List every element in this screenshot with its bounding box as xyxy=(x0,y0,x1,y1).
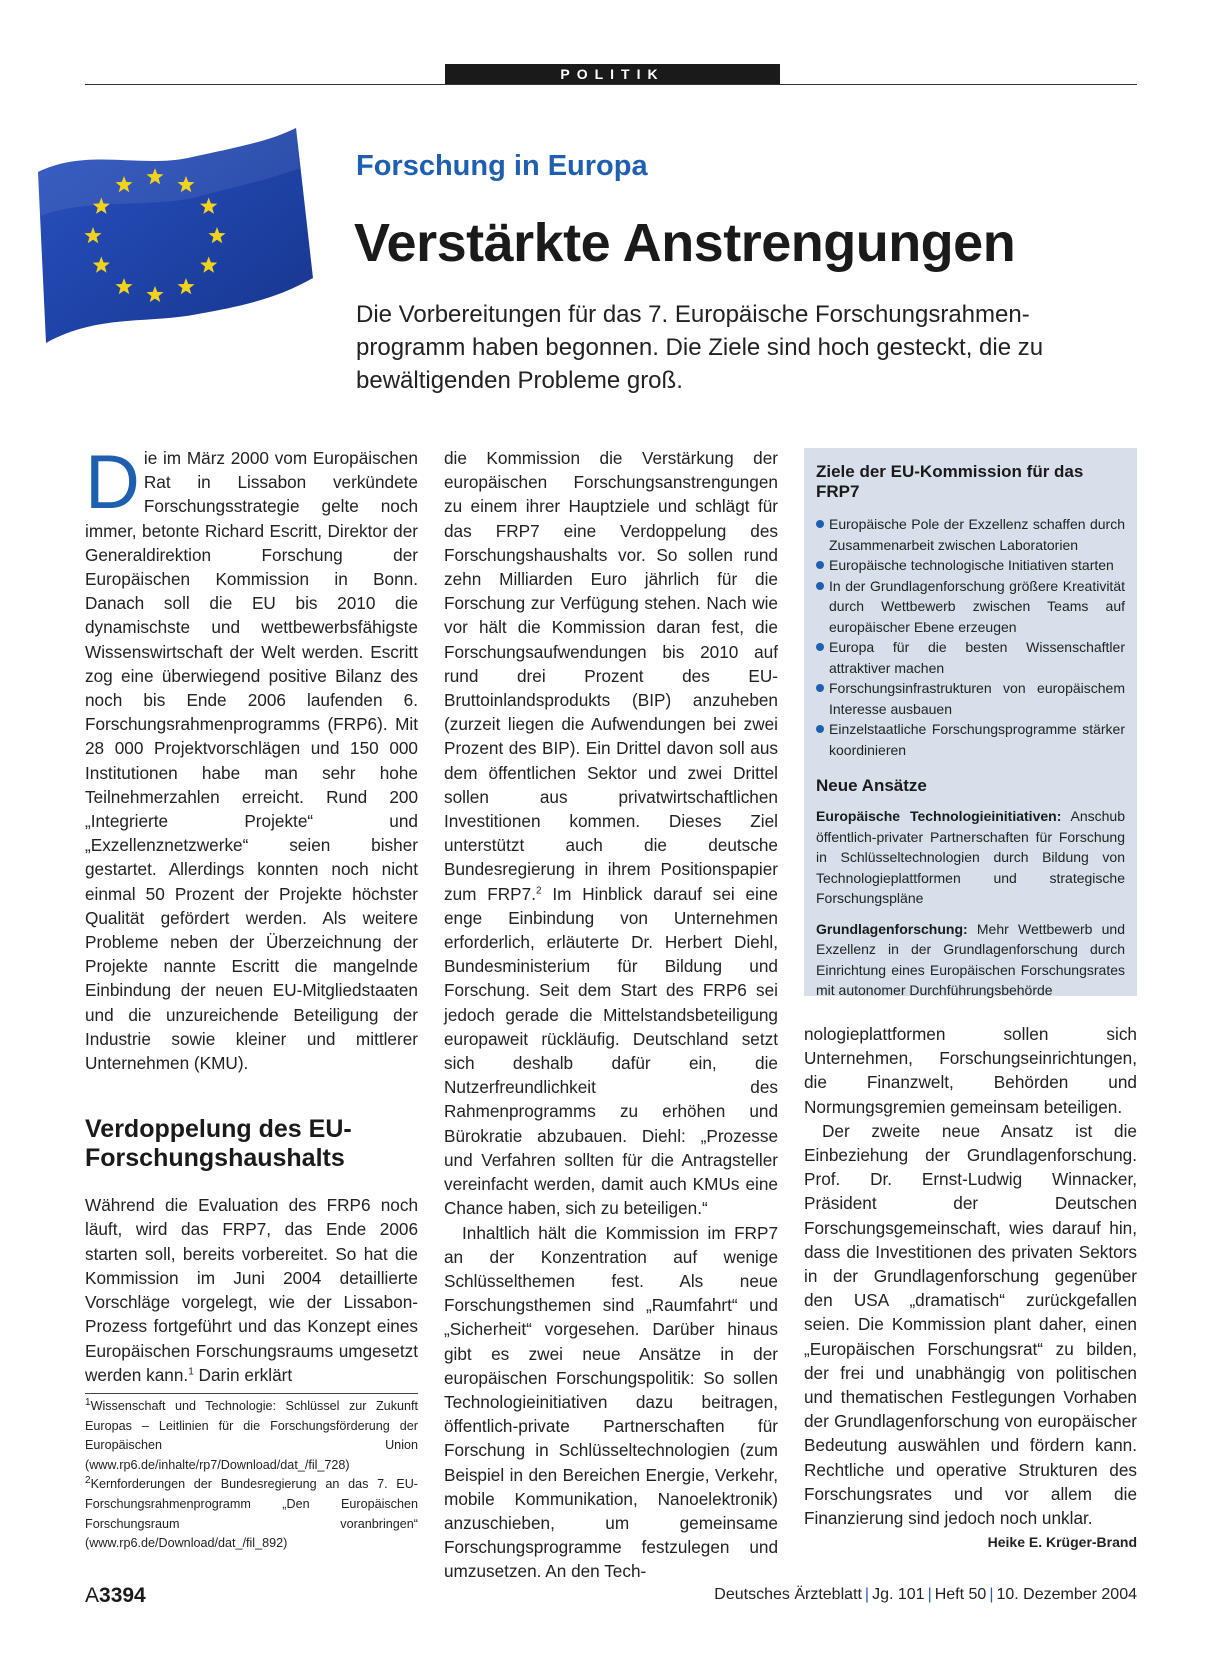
bullet-icon xyxy=(816,582,824,590)
paragraph: Inhaltlich hält die Kommission im FRP7 an der Konzentration auf wenige Schlüsselthemen fest. Als neue Forschungsthemen sind „Raumfahrt“ und „Sicherheit“ vorgesehen. Darüber hinaus gibt es zwei neue Ansätze in der europäischen Forschungspolitik: So sollen Technologieinitiativen dazu beitragen, öffentlich-private Partnerschaften für Forschung in Schlüsseltechnologien (zum Beispiel in den Bereichen Energie, Verkehr, mobile Kommunikation, Nanoelektronik) anzuschieben, um gemeinsame Forschungsprogramme festzulegen und umzusetzen. An den Tech- xyxy=(444,1222,778,1582)
article-column-1 xyxy=(85,440,418,1387)
paragraph: die Kommission die Verstärkung der europäischen Forschungsanstrengungen zu einem ihrer Hauptziele und schlägt für das FRP7 eine Verdoppelung des Forschungshaushalts vor. So sollen rund zehn Milliarden Euro jährlich für die Forschung zur Verfügung stehen. Nach wie vor hält die Kommission daran fest, die Forschungsaufwendungen bis 2010 auf rund drei Prozent des EU-Bruttoinlandsprodukts (BIP) anzuheben (zurzeit liegen die Aufwendungen bei zwei Prozent des BIP). Ein Drittel davon soll aus dem öffentlichen Sektor und zwei Drittel sollen aus privatwirtschaftlichen Investitionen kommen. Dieses Ziel unterstützt auch die deutsche Bundesregierung in ihrem Positionspapier zum FRP7.$^2$ Im Hinblick darauf sei eine enge Einbindung von Unternehmen erforderlich, erläuterte Dr. Herbert Diehl, Bundesministerium für Bildung und Forschung. Seit dem Start des FRP6 sei jedoch gerade die Mittelstandsbeteiligung europaweit rückläufig. Deutschland setzt sich deshalb dafür ein, die Nutzerfreundlichkeit des Rahmenprogramms zu erhöhen und Bürokratie abzubauen. Diehl: „Prozesse und Verfahren sollten für die Antragsteller vereinfacht werden, damit auch KMUs eine Chance haben, sich zu beteiligen.“ xyxy=(444,448,778,1219)
footnotes xyxy=(85,1397,418,1554)
bullet-icon xyxy=(816,520,824,528)
dropcap: D xyxy=(85,440,140,525)
eu-flag-icon xyxy=(28,128,318,360)
list-item: Europäische technologische Initiativen starten xyxy=(816,555,1125,576)
paragraph-intro: Die im März 2000 vom Europäischen Rat in Lissabon verkündete Forschungsstrategie gelte noch immer, betonte Richard Escritt, Direktor der Generaldirektion Forschung der Europäischen Kommission in Bonn. Danach soll die EU bis 2010 die dynamischste und wettbewerbsfähigste Wissenswirtschaft der Welt werden. Escritt zog eine überwiegend positive Bilanz des noch bis Ende 2006 laufenden 6. Forschungsrahmenprogramms (FRP6). Mit 28 000 Projektvorschlägen und 150 000 Institutionen habe man sehr hohe Teilnehmerzahlen erreicht. Rund 200 „Integrierte Projekte“ und „Exzellenznetzwerke“ seien bisher gestartet. Allerdings konnten noch nicht einmal 50 Prozent der Projekte höchster Qualität gefördert werden. Als weitere Probleme neben der Überzeichnung der Projekte nannte Escritt die mangelnde Einbindung der neuen EU-Mitgliedstaaten und die unzureichende Beteiligung der Industrie sowie kleiner und mittlerer Unternehmen (KMU). xyxy=(85,440,418,1074)
bullet-icon xyxy=(816,561,824,569)
goals-list xyxy=(816,514,1125,760)
list-item: Forschungsinfrastrukturen von europäischem Interesse ausbauen xyxy=(816,678,1125,719)
info-box xyxy=(804,448,1137,996)
author-byline: Heike E. Krüger-Brand xyxy=(987,1534,1137,1551)
info-box-paragraph: Grundlagenforschung: Mehr Wettbewerb und Exzellenz in der Grundlagenforschung durch Einrichtung eines Europäischen Forschungsrates mit autonomer Durchführungsbehörde xyxy=(816,920,1125,998)
article-kicker: Forschung in Europa xyxy=(356,150,648,182)
article-column-3 xyxy=(804,1022,1137,1554)
footnote-rule xyxy=(85,1393,418,1394)
section-label: POLITIK xyxy=(445,64,780,84)
footnote-ref: 1 xyxy=(188,1365,194,1377)
list-item: Einzelstaatliche Forschungsprogramme stärker koordinieren xyxy=(816,719,1125,760)
article-column-2 xyxy=(444,446,778,1584)
footnote-2: $^2$Kernforderungen der Bundesregierung an das 7. EU-Forschungsrahmenprogramm „Den Europäischen Forschungsraum voranbringen“ (www.rp6.de/Download/dat_/fil_892) xyxy=(85,1475,418,1551)
page-number: A3394 xyxy=(85,1584,146,1607)
list-item: Europäische Pole der Exzellenz schaffen durch Zusammenarbeit zwischen Laboratorien xyxy=(816,514,1125,555)
info-box-subtitle: Neue Ansätze xyxy=(816,776,927,795)
bullet-icon xyxy=(816,643,824,651)
header-rule xyxy=(85,84,1137,85)
info-box-paragraph: Europäische Technologieinitiativen: Anschub öffentlich-privater Partnerschaften für Forschung in Schlüsseltechnologien durch Bildung von Technologieplattformen und strategische Forschungspläne xyxy=(816,808,1125,906)
article-lead: Die Vorbereitungen für das 7. Europäische Forschungsrahmenprogramm haben begonnen. Die Ziele sind hoch gesteckt, die zu bewältigenden Probleme groß. xyxy=(356,301,1044,394)
info-box-title: Ziele der EU-Kommission für das FRP7 xyxy=(816,462,1084,501)
subheading: Verdoppelung des EU-Forschungshaushalts xyxy=(85,1115,352,1173)
paragraph: nologieplattformen sollen sich Unternehmen, Forschungseinrichtungen, die Finanzwelt, Behörden und Normungsgremien gemeinsam beteiligen. xyxy=(804,1024,1137,1117)
paragraph: Während die Evaluation des FRP6 noch läuft, wird das FRP7, das Ende 2006 starten soll, bereits vorbereitet. So hat die Kommission im Juni 2004 detaillierte Vorschläge vorgelegt, wie der Lissabon-Prozess fortgeführt und das Konzept eines Europäischen Forschungsraums umgesetzt werden kann.$^1$ Darin erklärt xyxy=(85,1195,418,1385)
footnote-ref: 2 xyxy=(535,884,542,896)
publication-info: Deutsches Ärzteblatt | Jg. 101 | Heft 50 | 10. Dezember 2004 xyxy=(714,1586,1137,1603)
list-item: In der Grundlagenforschung größere Kreativität durch Wettbewerb zwischen Teams auf europäischer Ebene erzeugen xyxy=(816,576,1125,638)
article-headline: Verstärkte Anstrengungen xyxy=(354,213,1016,273)
bullet-icon xyxy=(816,684,824,692)
bullet-icon xyxy=(816,725,824,733)
footnote-1: $^1$Wissenschaft und Technologie: Schlüssel zur Zukunft Europas – Leitlinien für die Forschungsförderung der Europäischen Union (www.rp6.de/inhalte/rp7/Download/dat_/fil_728) xyxy=(85,1396,418,1472)
paragraph: Der zweite neue Ansatz ist die Einbeziehung der Grundlagenforschung. Prof. Dr. Ernst-Ludwig Winnacker, Präsident der Deutschen Forschungsgemeinschaft, wies darauf hin, dass die Investitionen des privaten Sektors in der Grundlagenforschung gegenüber den USA „dramatisch“ zurückgefallen seien. Die Kommission plant daher, einen „Europäischen Forschungsrat“ zu bilden, der frei und unabhängig von politischen und thematischen Festlegungen Vorhaben der Grundlagenforschung von europäischer Bedeutung auswählen und fördern kann. Rechtliche und operative Strukturen des Forschungsrates und vor allem die Finanzierung sind jedoch noch unklar. Heike E. Krüger-Brand xyxy=(804,1119,1137,1530)
list-item: Europa für die besten Wissenschaftler attraktiver machen xyxy=(816,637,1125,678)
